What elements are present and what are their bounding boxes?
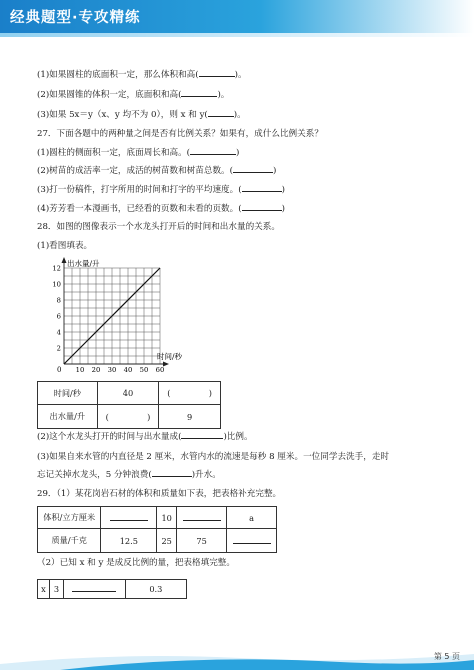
x-tick-label: 30 xyxy=(107,366,117,374)
banner-title: 经典题型·专攻精练 xyxy=(10,10,141,26)
header-banner xyxy=(0,0,474,33)
answer-blank[interactable] xyxy=(208,116,234,117)
y-tick-label: 12 xyxy=(52,264,61,273)
answer-cell[interactable] xyxy=(177,507,227,529)
q28-sub3-line2: 忘记关掉水龙头，5 分钟浪费( )升水。 xyxy=(37,470,221,480)
answer-blank[interactable] xyxy=(199,76,235,77)
answer-blank[interactable] xyxy=(152,476,192,477)
q28-sub3-line1: (3)如果自来水管的内直径是 2 厘米，水管内水的流速是每秒 8 厘米。一位同学去洗手，走时 xyxy=(37,452,390,462)
answer-blank[interactable] xyxy=(181,96,217,97)
x-tick-label: 10 xyxy=(75,366,85,374)
table-cell: 体积/立方厘米 xyxy=(38,507,101,529)
q29-stem-2: （2）已知 x 和 y 是成反比例的量，把表格填完整。 xyxy=(37,558,235,568)
table-row xyxy=(38,382,221,405)
y-tick-label: 4 xyxy=(56,328,61,337)
q27-item-2: (2)树苗的成活率一定，成活的树苗数和树苗总数。( ) xyxy=(37,166,277,176)
table-row xyxy=(38,507,277,529)
answer-blank[interactable] xyxy=(242,210,282,211)
answer-cell[interactable] xyxy=(101,507,157,529)
q29-table-1 xyxy=(37,506,277,553)
answer-cell[interactable]: ( ) xyxy=(97,405,159,429)
q28-sub2: (2)这个水龙头打开的时间与出水量成( )比例。 xyxy=(37,432,253,442)
y-tick-label: 8 xyxy=(56,296,61,305)
y-axis-arrow xyxy=(62,257,67,263)
x-tick-label: 50 xyxy=(139,366,149,374)
banner-stripe xyxy=(0,33,474,37)
q26-item-2: (2)如果圆锥的体积一定，底面积和高( )。 xyxy=(37,90,230,100)
answer-cell[interactable] xyxy=(227,529,277,553)
x-tick-label: 60 xyxy=(155,366,165,374)
table-cell: 0.3 xyxy=(125,580,186,599)
table-cell: 质量/千克 xyxy=(38,529,101,553)
table-cell: 出水量/升 xyxy=(38,405,98,429)
q27-item-3: (3)打一份稿件，打字所用的时间和打字的平均速度。( ) xyxy=(37,185,285,195)
q27-stem: 27．下面各题中的两种量之间是否有比例关系？如果有，成什么比例关系？ xyxy=(37,129,323,139)
table-cell: 9 xyxy=(159,405,221,429)
chart-origin-label: 0 xyxy=(57,366,62,374)
answer-cell[interactable] xyxy=(63,580,125,599)
answer-blank[interactable] xyxy=(190,154,236,155)
q27-item-1: (1)圆柱的侧面积一定，底面周长和高。( ) xyxy=(37,148,240,158)
table-cell: a xyxy=(227,507,277,529)
table-cell: 25 xyxy=(157,529,177,553)
table-row xyxy=(38,580,187,599)
answer-blank[interactable] xyxy=(181,438,223,439)
q26-item-3: (3)如果 5x＝y（x、y 均不为 0），则 x 和 y( )。 xyxy=(37,110,246,120)
y-tick-label: 10 xyxy=(52,280,61,289)
q29-stem: 29．（1）某花岗岩石材的体积和质量如下表，把表格补充完整。 xyxy=(37,489,282,499)
q27-item-4: (4)芳芳看一本漫画书，已经看的页数和未看的页数。( ) xyxy=(37,204,285,214)
table-row xyxy=(38,529,277,553)
q28-sub1: (1)看图填表。 xyxy=(37,241,93,251)
q28-table xyxy=(37,381,221,429)
table-row xyxy=(38,405,221,429)
table-cell: x xyxy=(38,580,50,599)
q29-table-2 xyxy=(37,579,187,599)
table-cell: 时间/秒 xyxy=(38,382,98,405)
y-tick-label: 2 xyxy=(56,344,61,353)
x-tick-label: 20 xyxy=(91,366,101,374)
table-cell: 40 xyxy=(97,382,159,405)
x-tick-label: 40 xyxy=(123,366,133,374)
footer-wave xyxy=(0,650,474,670)
answer-blank[interactable] xyxy=(233,172,273,173)
page-number: 第 5 页 xyxy=(433,652,460,661)
table-cell: 75 xyxy=(177,529,227,553)
q28-stem: 28．如图的图像表示一个水龙头打开后的时间和出水量的关系。 xyxy=(37,222,280,232)
table-cell: 12.5 xyxy=(101,529,157,553)
table-cell: 3 xyxy=(49,580,63,599)
answer-cell[interactable]: ( ) xyxy=(159,382,221,405)
chart-ylabel: 出水量/升 xyxy=(67,259,100,268)
chart-xlabel: 时间/秒 xyxy=(157,352,183,361)
y-tick-label: 6 xyxy=(56,312,61,321)
answer-blank[interactable] xyxy=(242,191,282,192)
water-flow-chart xyxy=(36,256,186,376)
table-cell: 10 xyxy=(157,507,177,529)
q26-item-1: (1)如果圆柱的底面积一定，那么体积和高( )。 xyxy=(37,70,247,80)
